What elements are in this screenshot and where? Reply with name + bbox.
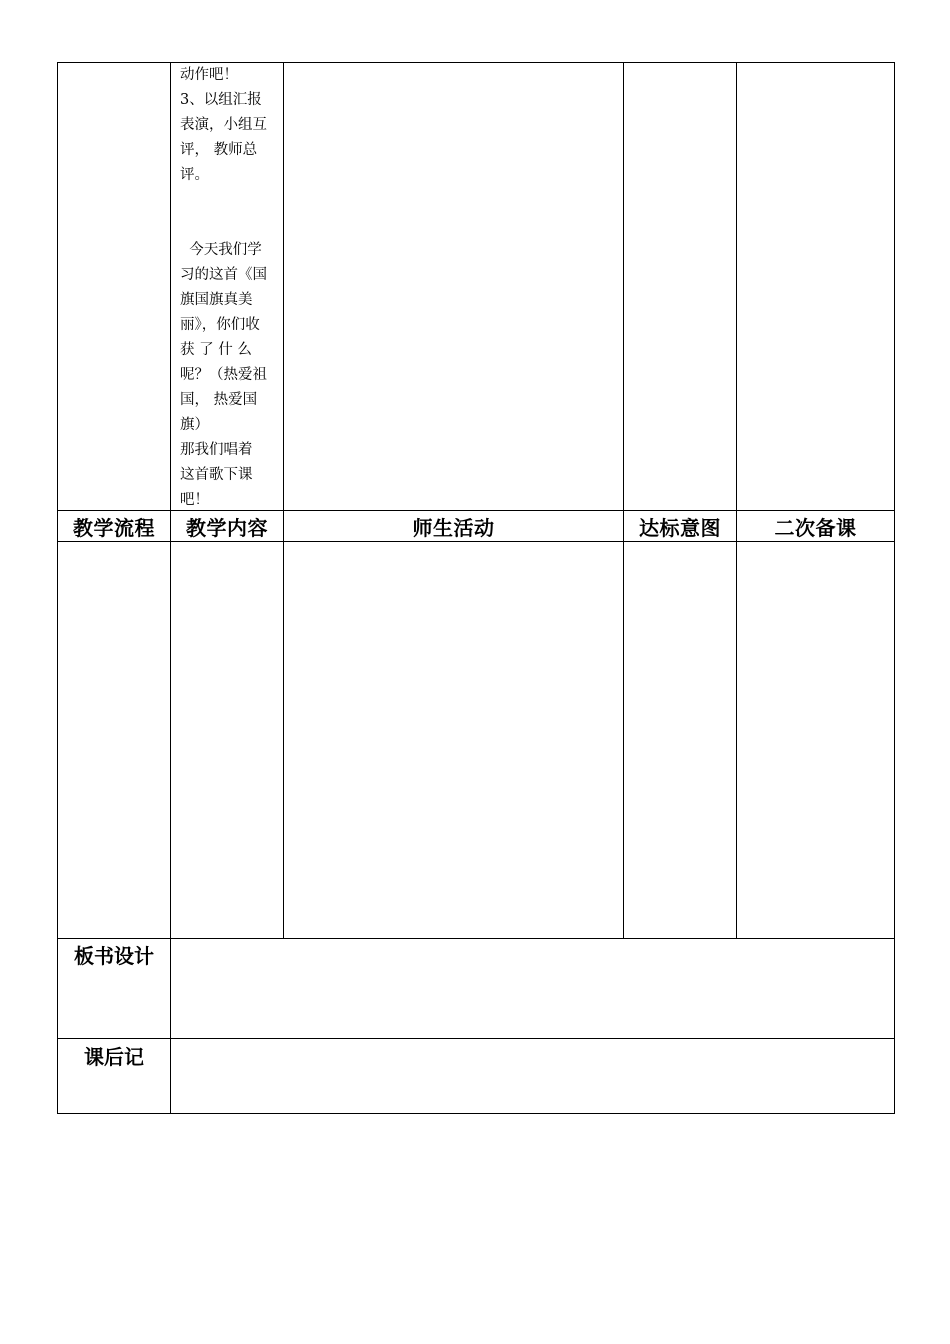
after-class-top-border: [57, 1038, 895, 1039]
content-line: 评， 教师总: [180, 142, 258, 158]
header-secondary-prep: 二次备课: [774, 515, 857, 540]
content-line: 那我们唱着: [180, 442, 253, 458]
header-teaching-content: 教学内容: [186, 515, 268, 540]
content-line: 动作吧！: [180, 67, 238, 83]
content-line: 评。: [180, 167, 209, 183]
table-bottom-border: [57, 1113, 895, 1114]
content-line: 这首歌下课: [180, 467, 253, 483]
teaching-content-continuation: [180, 63, 276, 513]
header-teaching-process: 教学流程: [73, 515, 155, 540]
content-line: 呢？（热爱祖: [180, 367, 267, 383]
content-line: 3、以组汇报: [180, 92, 262, 108]
column-divider-2: [283, 62, 284, 939]
header-teacher-student-activity: 师生活动: [412, 515, 495, 540]
content-line-blank: [180, 213, 276, 238]
content-line: 习的这首《国: [180, 267, 267, 283]
content-line: 吧！: [180, 492, 209, 508]
column-divider-4: [736, 62, 737, 939]
board-design-top-border: [57, 938, 895, 939]
content-line: 丽》，你们收: [180, 317, 260, 333]
header-row-bottom-border: [57, 541, 895, 542]
content-line: 旗）: [180, 417, 209, 433]
content-line: 表演，小组互: [180, 117, 267, 133]
content-line: 今天我们学: [180, 242, 262, 258]
after-class-notes-label: 课后记: [84, 1045, 144, 1069]
board-design-label: 板书设计: [74, 944, 154, 968]
content-line-blank: [180, 188, 276, 213]
content-line: 获 了 什 么: [180, 342, 252, 358]
table-right-border: [894, 62, 895, 1114]
header-target-intent: 达标意图: [639, 515, 721, 540]
column-divider-1: [170, 62, 171, 1114]
content-line: 旗国旗真美: [180, 292, 253, 308]
content-line: 国， 热爱国: [180, 392, 258, 408]
column-divider-3: [623, 62, 624, 939]
